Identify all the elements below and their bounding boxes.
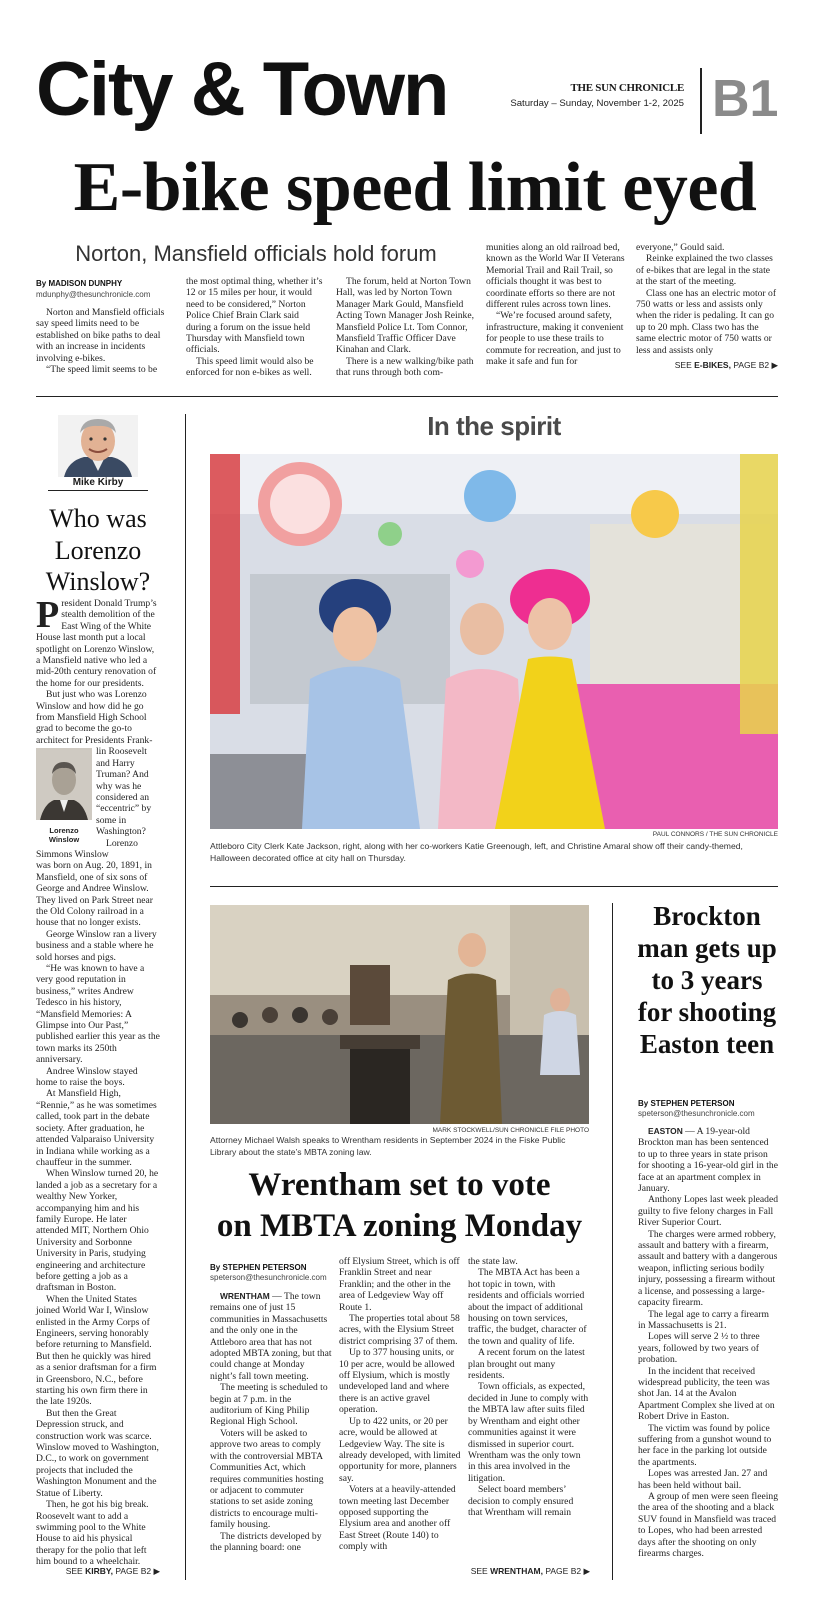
kirby-wrap-text: lin Roosevelt and Harry Truman? And why was he considered an “eccentric” by some in Washington? — [96, 746, 152, 838]
spirit-photo — [210, 454, 778, 829]
kirby-headline: Who was Lorenzo Winslow? — [45, 504, 151, 596]
jump-see: SEE — [65, 1566, 83, 1576]
wrentham-byline: By STEPHEN PETERSON — [210, 1263, 307, 1272]
kirby-paragraph: Andree Winslow stayed home to raise the boys. — [36, 1065, 138, 1089]
wrentham-paragraph: Up to 422 units, or 20 per acre, would be allowed at Ledgeview Way. The site is already developed, with limited opportunity for more, planners say. — [339, 1415, 461, 1484]
wrentham-paragraph: the state law. — [468, 1256, 518, 1267]
mbta-caption: Attorney Michael Walsh speaks to Wrentham residents in September 2024 in the Fiske Public Library about the state’s MBTA zoning law. — [210, 1135, 566, 1157]
wrentham-paragraph — [210, 1291, 332, 1382]
ebike-jump-link[interactable] — [600, 360, 778, 371]
wrentham-col-1 — [210, 1291, 332, 1553]
section-divider — [210, 886, 778, 887]
wrentham-paragraph: Up to 377 housing units, or 10 per acre, would be allowed off Elysium, which is mostly undeveloped land and where there is an active gravel operation. — [339, 1347, 455, 1416]
wrentham-paragraph: The MBTA Act has been a hot topic in town, with residents and officials worried about the impact of additional housing on town services, traffic, the budget, character of the town and quality of life. — [468, 1267, 587, 1347]
jump-page: PAGE B2 ▶ — [545, 1566, 590, 1576]
wrentham-paragraph: off Elysium Street, which is off Franklin Street and near Franklin; and the other in the area of Ledgeview Way off Route 1. — [339, 1256, 460, 1313]
wrentham-lead: — The town remains one of just 15 communities in Massachusetts and the only one in the Attleboro area that has not adopted MBTA zoning, but that could change at Monday night’s fall town meeting. — [210, 1291, 332, 1382]
kirby-paragraph: But just who was Lorenzo Winslow and how did he go from Mansfield High School grad to become the go-to architect for Presidents Frank- — [36, 689, 153, 746]
jump-see: SEE — [470, 1566, 488, 1576]
ebike-col-2 — [186, 276, 326, 379]
kirby-paragraph: George Winslow ran a livery business and a stable where he sold horses and pigs. — [36, 928, 157, 963]
brockton-paragraph: The legal age to carry a firearm in Massachusetts is 21. — [638, 1308, 769, 1331]
wrentham-col-2 — [339, 1256, 461, 1553]
kirby-paragraph: “He was known to have a very good reputation in business,” writes Andrew Tedesco in his history, “Mansfield Memories: A Glimpse into Our Past,” published earlier this year as the town marks its 250th anniversary. — [36, 963, 160, 1066]
issue-date: Saturday – Sunday, November 1-2, 2025 — [510, 98, 684, 109]
wrentham-headline-line-2: on MBTA zoning Monday — [216, 1208, 583, 1244]
kirby-paragraph: When Winslow turned 20, he landed a job as a secretary for a wealthy New Yorker, accompanying him and his family Europe. He later attended MIT, Northern Ohio University and Sorbonne University in Paris, studying engineering and architecture before getting a job as a draftsman in Boston. — [36, 1168, 159, 1294]
drop-cap: P — [36, 594, 60, 636]
brockton-paragraph: Anthony Lopes last week pleaded guilty to five felony charges in Fall River Superior Court. — [638, 1194, 779, 1229]
jump-key: KIRBY, — [85, 1566, 113, 1576]
jump-key: WRENTHAM, — [490, 1566, 543, 1576]
ebike-paragraph: “The speed limit seems to be — [46, 364, 158, 376]
ebike-headline: E-bike speed limit eyed — [73, 149, 757, 226]
section-divider — [36, 396, 778, 397]
brockton-headline: Brockton man gets up to 3 years for shooting Easton teen — [637, 901, 777, 1059]
ebike-subhead: Norton, Mansfield officials hold forum — [75, 241, 437, 266]
kirby-paragraph: Then, he got his big break. Roosevelt want to add a swimming pool to the White House to aid his physical therapy for the polio that left him bound to a wheelchair. — [36, 1499, 149, 1568]
columnist-name: Mike Kirby — [72, 477, 124, 488]
ebike-paragraph: There is a new walking/bike path that runs through both com- — [336, 355, 474, 379]
wrentham-dateline: WRENTHAM — [220, 1291, 270, 1301]
wrentham-paragraph: The properties total about 58 acres, with the Elysium Street district comprising 37 of them. — [339, 1313, 460, 1347]
wrentham-headline-line-1: Wrentham set to vote — [248, 1167, 551, 1203]
brockton-paragraph: Lopes will serve 2 ½ to three years, followed by two years of probation. — [638, 1331, 760, 1366]
ebike-col-5 — [636, 242, 778, 356]
columnist-rule — [48, 490, 148, 491]
brockton-paragraph: In the incident that received widespread publicity, the teen was shot Jan. 14 at the Avalon Apartment Complex she lived at on Robert Drive in Easton. — [638, 1365, 775, 1423]
brockton-lead: — A 19-year-old Brockton man has been sentenced to up to three years in state prison for shooting a 16-year-old girl in the face at an apartment complex in January. — [638, 1126, 778, 1195]
jump-key: E-BIKES, — [694, 360, 731, 370]
wrentham-email: speterson@thesunchronicle.com — [210, 1273, 327, 1282]
ebike-paragraph: Reinke explained the two classes of e-bikes that are legal in the state at the start of the meeting. — [636, 253, 773, 288]
ebike-paragraph: This speed limit would also be enforced for non e-bikes as well. — [186, 355, 314, 379]
kirby-paragraph: When the United States joined World War I, Winslow enlisted in the Army Corps of Engineers, serving honorably before returning to Mansfield. But then he quickly was hired as a senior draftsman for a firm in Greensboro, N.C., before starting his own firm there in the late 1920s. — [36, 1293, 157, 1408]
wrentham-paragraph: Select board members’ decision to comply ensured that Wrentham will remain — [468, 1484, 574, 1518]
brockton-paragraph: The victim was found by police suffering from a gunshot wound to her face in the parking lot outside the apartments. — [638, 1422, 772, 1468]
wrentham-paragraph: Voters will be asked to approve two areas to comply with the controversial MBTA Communities Act, which requires communities hosting or adjacent to commuter stations to set aside zoning districts to encourage multi-family housing. — [210, 1427, 324, 1531]
kirby-paragraph: was born on Aug. 20, 1891, in Mansfield, one of six sons of George and Andree Winslow. They lived on Park Street near the Old Colony railroad in a house that no longer exists. — [36, 860, 153, 929]
ebike-paragraph: munities along an old railroad bed, known as the World War II Veterans Memorial Trail and Rail Trail, so officials thought it was best to coordinate efforts so there are not different rules across town lines. — [486, 242, 625, 311]
section-title: City & Town — [36, 47, 448, 132]
ebike-col-3 — [336, 276, 476, 379]
brockton-paragraph: The charges were armed robbery, assault and battery with a firearm, assault and battery with a dangerous weapon, inflicting serious bodily injury, possessing a firearm without a license, and possessing a large-capacity firearm. — [638, 1228, 778, 1309]
column-divider — [612, 903, 613, 1580]
mbta-credit: MARK STOCKWELL/SUN CHRONICLE FILE PHOTO — [432, 1127, 589, 1134]
page-number: B1 — [712, 70, 779, 128]
masthead-divider — [700, 68, 702, 134]
kirby-lead: resident Donald Trump’s stealth demolition of the East Wing of the White House last month put a local spotlight on Lorenzo Winslow, a Mansfield native who led a mid-20th century renovation of the home for our presidents. — [36, 598, 157, 689]
ebike-paragraph: The forum, held at Norton Town Hall, was led by Norton Town Manager Mark Gould, Mansfield Acting Town Manager Josh Reinke, Mansfield Police Lt. Tom Connor, Mansfield Traffic Officer Dave Kinahan and Clark. — [336, 276, 474, 356]
ebike-byline: By MADISON DUNPHY — [36, 279, 123, 288]
brockton-paragraph: A group of men were seen fleeing the area of the shooting and a black SUV found in Mansfield was traced to Lopes, who had been arrested days after the shooting on only firearms charges. — [638, 1491, 779, 1560]
paper-name: THE SUN CHRONICLE — [570, 82, 684, 94]
winslow-photo-caption: Lorenzo Winslow — [48, 825, 80, 844]
ebike-paragraph: everyone,” Gould said. — [636, 242, 725, 253]
spirit-caption: Attleboro City Clerk Kate Jackson, right, along with her co-workers Katie Greenough, left, and Christine Amaral show off their candy-themed, Halloween decorated office at city hall on Thursday. — [210, 841, 743, 863]
wrentham-byline-block — [210, 1263, 332, 1282]
brockton-byline: By STEPHEN PETERSON — [638, 1099, 735, 1108]
wrentham-paragraph: The districts developed by the planning board: one — [210, 1530, 322, 1553]
ebike-col-4 — [486, 242, 626, 367]
column-divider — [185, 414, 186, 1580]
wrentham-col-3 — [468, 1256, 590, 1518]
wrentham-paragraph: Voters at a heavily-attended town meeting last December opposed supporting the Elysium area and another off East Street (Route 140) to comply with — [339, 1484, 456, 1553]
kirby-paragraph: At Mansfield High, “Rennie,” as he was sometimes called, took part in the debate society. After graduation, he attended Valparaiso University in Indiana while working as a chauffeur in the summer. — [36, 1088, 157, 1168]
ebike-paragraph: Norton and Mansfield officials say speed limits need to be established on bike paths to deal with an increase in incidents involving e-bikes. — [36, 307, 165, 364]
ebike-paragraph: “We’re focused around safety, infrastructure, making it convenient for people to use these trails to commute for recreation, and just to make it safe and fun for — [486, 310, 624, 368]
ebike-paragraph: Class one has an electric motor of 750 watts or less and assists only when the rider is pedaling. It can go up to 20 mph. Class two has the same electric motor of 750 watts or less and assists only — [636, 287, 777, 356]
ebike-col-1 — [36, 307, 176, 375]
wrentham-jump-link[interactable] — [440, 1566, 590, 1577]
ebike-paragraph: the most optimal thing, whether it’s 12 or 15 miles per hour, it would need to be considered,” Norton Police Chief Brain Clark said during a forum on the issue held Thursday with Mansfield town officials. — [186, 276, 323, 356]
kirby-column-text — [36, 594, 160, 1568]
kirby-paragraph: But then the Great Depression struck, and construction work was scarce. Winslow moved to Washington, D.C., to work on government projects that included the Washington Monument and the Statue of Liberty. — [36, 1407, 159, 1499]
kirby-jump-link[interactable] — [36, 1566, 160, 1577]
columnist-photo — [58, 415, 138, 477]
jump-page: PAGE B2 ▶ — [733, 360, 778, 370]
brockton-dateline: EASTON — [648, 1126, 683, 1136]
winslow-photo-block — [36, 748, 92, 843]
brockton-paragraph: Lopes was arrested Jan. 27 and has been held without bail. — [638, 1468, 768, 1491]
mbta-photo — [210, 905, 589, 1124]
brockton-text — [638, 1126, 778, 1559]
brockton-byline-block — [638, 1099, 780, 1118]
wrentham-headline — [210, 1165, 589, 1247]
winslow-photo — [36, 748, 92, 820]
spirit-title: In the spirit — [427, 411, 561, 441]
jump-page: PAGE B2 ▶ — [115, 1566, 160, 1576]
wrentham-paragraph: A recent forum on the latest plan brought out many residents. — [468, 1347, 585, 1382]
kirby-wrap-text-2: Lorenzo Simmons Winslow — [36, 837, 138, 860]
ebike-email: mdunphy@thesunchronicle.com — [36, 290, 151, 299]
jump-see: SEE — [674, 360, 692, 370]
wrentham-paragraph: Town officials, as expected, decided in June to comply with the MBTA law after suits filed by Wrentham and eight other communities against it were dismissed in superior court. Wrentham was the only town in this area involved in the litigation. — [468, 1381, 589, 1484]
wrentham-paragraph: The meeting is scheduled to begin at 7 p.m. in the auditorium of King Philip Regional High School. — [210, 1382, 328, 1428]
brockton-paragraph — [638, 1126, 778, 1194]
spirit-credit: PAUL CONNORS / THE SUN CHRONICLE — [652, 831, 778, 838]
ebike-byline-block — [36, 279, 176, 299]
brockton-email: speterson@thesunchronicle.com — [638, 1109, 755, 1118]
